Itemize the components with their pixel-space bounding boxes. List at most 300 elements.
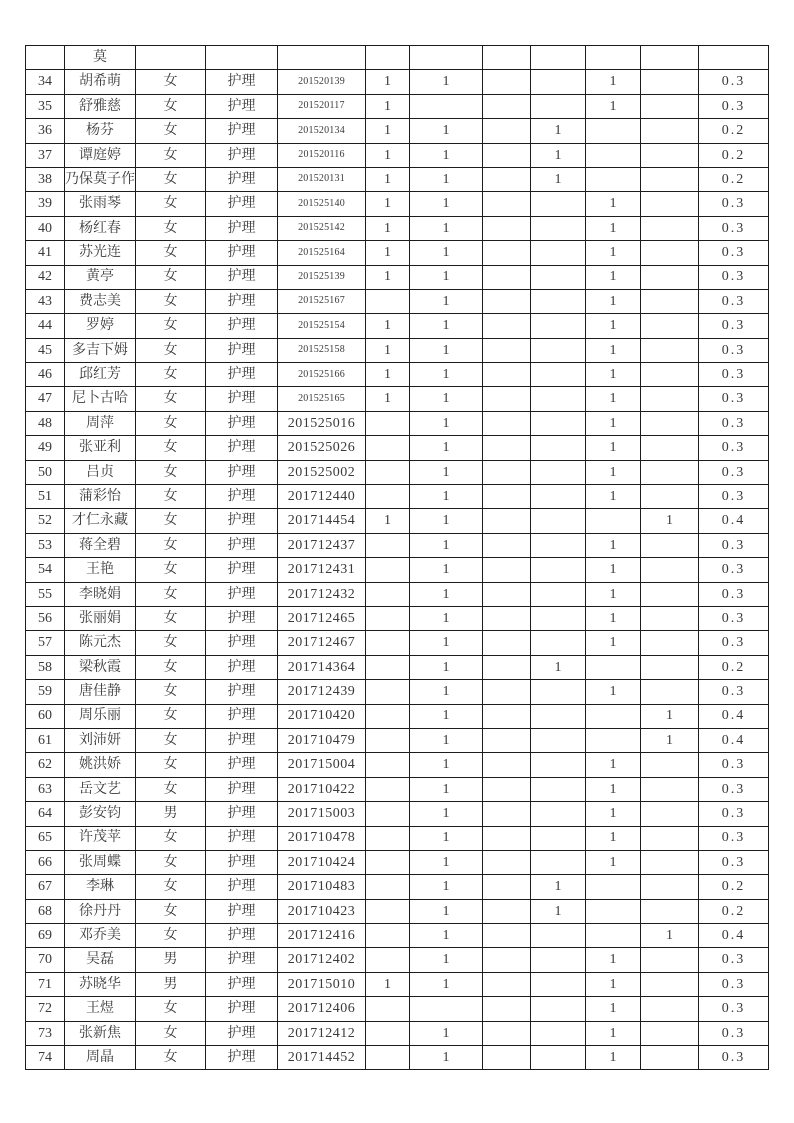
cell-v3 <box>483 533 531 557</box>
table-row <box>26 460 769 484</box>
cell-id: 201712406 <box>278 997 366 1021</box>
cell-v1: 1 <box>366 119 410 143</box>
cell-gender: 女 <box>136 680 206 704</box>
cell-name: 罗婷 <box>65 314 136 338</box>
cell-major: 护理 <box>206 655 278 679</box>
cell-v1 <box>366 704 410 728</box>
cell-score: 0.3 <box>699 241 769 265</box>
cell-v2: 1 <box>410 460 483 484</box>
cell-num: 37 <box>26 143 65 167</box>
cell-num: 44 <box>26 314 65 338</box>
cell-num: 39 <box>26 192 65 216</box>
table-row <box>26 924 769 948</box>
table-row <box>26 997 769 1021</box>
cell-major: 护理 <box>206 606 278 630</box>
table-row <box>26 70 769 94</box>
cell-v2: 1 <box>410 582 483 606</box>
cell-major: 护理 <box>206 728 278 752</box>
cell-num: 52 <box>26 509 65 533</box>
cell-v3 <box>483 924 531 948</box>
cell-v6 <box>641 241 699 265</box>
table-row <box>26 680 769 704</box>
cell-score: 0.3 <box>699 485 769 509</box>
cell-v2: 1 <box>410 1046 483 1070</box>
cell-v3 <box>483 997 531 1021</box>
cell-v4 <box>531 436 586 460</box>
cell-score: 0.3 <box>699 94 769 118</box>
cell-v3 <box>483 94 531 118</box>
cell-id: 201712432 <box>278 582 366 606</box>
cell-v2: 1 <box>410 167 483 191</box>
cell-name: 周晶 <box>65 1046 136 1070</box>
cell-v6 <box>641 265 699 289</box>
cell-major: 护理 <box>206 216 278 240</box>
table-row <box>26 509 769 533</box>
cell-v2: 1 <box>410 606 483 630</box>
cell-name: 蒋全碧 <box>65 533 136 557</box>
cell-major: 护理 <box>206 777 278 801</box>
cell-major: 护理 <box>206 1046 278 1070</box>
cell-v6 <box>641 802 699 826</box>
cell-v4 <box>531 509 586 533</box>
cell-v4 <box>531 265 586 289</box>
cell-gender: 女 <box>136 826 206 850</box>
cell-v3 <box>483 1046 531 1070</box>
cell-gender: 女 <box>136 338 206 362</box>
cell-v3 <box>483 680 531 704</box>
cell-gender: 女 <box>136 289 206 313</box>
cell-v4: 1 <box>531 143 586 167</box>
cell-name: 黄亭 <box>65 265 136 289</box>
cell-major: 护理 <box>206 582 278 606</box>
cell-score: 0.3 <box>699 582 769 606</box>
cell-name: 杨芬 <box>65 119 136 143</box>
cell-major: 护理 <box>206 802 278 826</box>
cell-score: 0.3 <box>699 70 769 94</box>
cell-v6: 1 <box>641 924 699 948</box>
cell-v2: 1 <box>410 265 483 289</box>
cell-v3 <box>483 606 531 630</box>
cell-score: 0.3 <box>699 314 769 338</box>
cell-name: 吴磊 <box>65 948 136 972</box>
cell-v6 <box>641 167 699 191</box>
cell-num: 73 <box>26 1021 65 1045</box>
cell-v4 <box>531 387 586 411</box>
cell-v1: 1 <box>366 70 410 94</box>
cell-num: 50 <box>26 460 65 484</box>
cell-score: 0.3 <box>699 850 769 874</box>
cell-num: 53 <box>26 533 65 557</box>
cell-v3 <box>483 143 531 167</box>
cell-gender: 女 <box>136 436 206 460</box>
cell-v2: 1 <box>410 948 483 972</box>
table-row <box>26 826 769 850</box>
cell-v3 <box>483 70 531 94</box>
cell-v5: 1 <box>586 411 641 435</box>
cell-v1 <box>366 899 410 923</box>
cell-major: 护理 <box>206 143 278 167</box>
cell-v1 <box>366 802 410 826</box>
cell-score: 0.3 <box>699 265 769 289</box>
table-row <box>26 850 769 874</box>
table-row <box>26 436 769 460</box>
cell-v3 <box>483 192 531 216</box>
cell-v3 <box>483 850 531 874</box>
cell-v5 <box>586 655 641 679</box>
cell-gender: 女 <box>136 509 206 533</box>
cell-v3 <box>483 1021 531 1045</box>
cell-name: 莫 <box>65 46 136 70</box>
cell-num: 38 <box>26 167 65 191</box>
cell-gender: 女 <box>136 192 206 216</box>
cell-name: 苏晓华 <box>65 972 136 996</box>
cell-v4 <box>531 997 586 1021</box>
cell-name: 杨红春 <box>65 216 136 240</box>
cell-v1 <box>366 997 410 1021</box>
cell-gender: 女 <box>136 582 206 606</box>
cell-id: 201712402 <box>278 948 366 972</box>
cell-id: 201520139 <box>278 70 366 94</box>
cell-num: 36 <box>26 119 65 143</box>
cell-v2: 1 <box>410 631 483 655</box>
cell-v5: 1 <box>586 631 641 655</box>
cell-num: 51 <box>26 485 65 509</box>
cell-v5 <box>586 924 641 948</box>
table-row <box>26 314 769 338</box>
cell-v2: 1 <box>410 338 483 362</box>
table-row <box>26 167 769 191</box>
cell-v3 <box>483 119 531 143</box>
cell-gender: 女 <box>136 265 206 289</box>
cell-v6 <box>641 460 699 484</box>
cell-v4 <box>531 460 586 484</box>
cell-score: 0.3 <box>699 1046 769 1070</box>
cell-v5: 1 <box>586 241 641 265</box>
cell-v1 <box>366 582 410 606</box>
cell-v5: 1 <box>586 436 641 460</box>
cell-v1: 1 <box>366 192 410 216</box>
cell-gender: 女 <box>136 363 206 387</box>
cell-gender: 女 <box>136 387 206 411</box>
cell-num: 57 <box>26 631 65 655</box>
cell-major: 护理 <box>206 948 278 972</box>
cell-gender: 女 <box>136 606 206 630</box>
cell-id: 201714364 <box>278 655 366 679</box>
cell-v3 <box>483 289 531 313</box>
cell-score: 0.3 <box>699 972 769 996</box>
cell-major: 护理 <box>206 997 278 1021</box>
cell-v1: 1 <box>366 143 410 167</box>
cell-v2: 1 <box>410 241 483 265</box>
cell-name: 乃保莫子作 <box>65 167 136 191</box>
cell-v1 <box>366 1021 410 1045</box>
cell-score: 0.3 <box>699 1021 769 1045</box>
cell-score: 0.3 <box>699 411 769 435</box>
cell-v2: 1 <box>410 704 483 728</box>
cell-name: 张周蝶 <box>65 850 136 874</box>
cell-num: 56 <box>26 606 65 630</box>
cell-v6 <box>641 826 699 850</box>
cell-v5: 1 <box>586 363 641 387</box>
cell-name: 陈元杰 <box>65 631 136 655</box>
cell-v3 <box>483 411 531 435</box>
cell-num: 45 <box>26 338 65 362</box>
cell-v2: 1 <box>410 1021 483 1045</box>
cell-id: 201712416 <box>278 924 366 948</box>
cell-v6 <box>641 1046 699 1070</box>
cell-v4 <box>531 314 586 338</box>
cell-v2: 1 <box>410 753 483 777</box>
cell-v1: 1 <box>366 167 410 191</box>
cell-v6 <box>641 558 699 582</box>
cell-v2: 1 <box>410 558 483 582</box>
cell-v4 <box>531 924 586 948</box>
cell-v5: 1 <box>586 216 641 240</box>
cell-gender: 女 <box>136 777 206 801</box>
cell-num: 74 <box>26 1046 65 1070</box>
cell-v4 <box>531 631 586 655</box>
cell-major: 护理 <box>206 119 278 143</box>
cell-v4 <box>531 192 586 216</box>
cell-gender: 女 <box>136 728 206 752</box>
cell-id: 201715010 <box>278 972 366 996</box>
cell-name: 唐佳静 <box>65 680 136 704</box>
cell-v5: 1 <box>586 460 641 484</box>
cell-v1 <box>366 606 410 630</box>
cell-v1: 1 <box>366 314 410 338</box>
cell-score: 0.2 <box>699 899 769 923</box>
cell-gender: 女 <box>136 314 206 338</box>
cell-name: 蒲彩怡 <box>65 485 136 509</box>
cell-v6 <box>641 411 699 435</box>
cell-v1 <box>366 46 410 70</box>
cell-v2 <box>410 997 483 1021</box>
cell-score: 0.2 <box>699 119 769 143</box>
cell-v4 <box>531 70 586 94</box>
cell-v3 <box>483 338 531 362</box>
cell-id: 201525165 <box>278 387 366 411</box>
table-row <box>26 704 769 728</box>
cell-v1: 1 <box>366 94 410 118</box>
cell-v5: 1 <box>586 1046 641 1070</box>
table-row <box>26 753 769 777</box>
cell-v6 <box>641 875 699 899</box>
cell-name: 张丽娟 <box>65 606 136 630</box>
cell-v2: 1 <box>410 680 483 704</box>
cell-v5: 1 <box>586 94 641 118</box>
cell-v6 <box>641 338 699 362</box>
cell-v5 <box>586 167 641 191</box>
cell-major: 护理 <box>206 338 278 362</box>
cell-gender: 女 <box>136 875 206 899</box>
cell-v2: 1 <box>410 485 483 509</box>
cell-num: 66 <box>26 850 65 874</box>
cell-v6 <box>641 216 699 240</box>
table-row <box>26 192 769 216</box>
cell-v1: 1 <box>366 216 410 240</box>
cell-gender: 女 <box>136 655 206 679</box>
cell-v5: 1 <box>586 558 641 582</box>
cell-gender: 女 <box>136 241 206 265</box>
cell-v6 <box>641 70 699 94</box>
cell-score: 0.3 <box>699 826 769 850</box>
cell-id: 201520116 <box>278 143 366 167</box>
cell-gender: 女 <box>136 94 206 118</box>
cell-score: 0.3 <box>699 363 769 387</box>
table-row <box>26 558 769 582</box>
cell-v3 <box>483 241 531 265</box>
cell-num: 65 <box>26 826 65 850</box>
cell-v1 <box>366 826 410 850</box>
cell-v1: 1 <box>366 387 410 411</box>
cell-name: 许茂苹 <box>65 826 136 850</box>
cell-v3 <box>483 460 531 484</box>
cell-num: 64 <box>26 802 65 826</box>
cell-gender: 女 <box>136 899 206 923</box>
cell-v2: 1 <box>410 363 483 387</box>
cell-id: 201525142 <box>278 216 366 240</box>
cell-name: 胡希萌 <box>65 70 136 94</box>
cell-id <box>278 46 366 70</box>
cell-num: 55 <box>26 582 65 606</box>
cell-score: 0.3 <box>699 289 769 313</box>
cell-v2: 1 <box>410 826 483 850</box>
cell-major: 护理 <box>206 436 278 460</box>
cell-v6 <box>641 94 699 118</box>
cell-v3 <box>483 46 531 70</box>
cell-name: 岳文艺 <box>65 777 136 801</box>
cell-v5: 1 <box>586 826 641 850</box>
cell-major: 护理 <box>206 314 278 338</box>
cell-v1 <box>366 777 410 801</box>
cell-num: 60 <box>26 704 65 728</box>
cell-v2: 1 <box>410 728 483 752</box>
cell-v5: 1 <box>586 606 641 630</box>
cell-num: 62 <box>26 753 65 777</box>
cell-v6 <box>641 948 699 972</box>
cell-gender: 女 <box>136 143 206 167</box>
cell-v6 <box>641 363 699 387</box>
cell-name: 周萍 <box>65 411 136 435</box>
cell-v1: 1 <box>366 338 410 362</box>
cell-name: 李晓娟 <box>65 582 136 606</box>
table-row <box>26 485 769 509</box>
cell-v3 <box>483 436 531 460</box>
cell-v2: 1 <box>410 289 483 313</box>
cell-v6 <box>641 119 699 143</box>
cell-v4 <box>531 94 586 118</box>
cell-v1: 1 <box>366 241 410 265</box>
cell-v1 <box>366 460 410 484</box>
cell-id: 201710420 <box>278 704 366 728</box>
cell-v4 <box>531 241 586 265</box>
cell-id: 201712440 <box>278 485 366 509</box>
cell-v5 <box>586 46 641 70</box>
cell-name: 舒雅慈 <box>65 94 136 118</box>
cell-v5: 1 <box>586 680 641 704</box>
cell-major: 护理 <box>206 875 278 899</box>
cell-id: 201714454 <box>278 509 366 533</box>
cell-name: 刘沛妍 <box>65 728 136 752</box>
cell-name: 苏光连 <box>65 241 136 265</box>
cell-v5: 1 <box>586 192 641 216</box>
cell-name: 谭庭婷 <box>65 143 136 167</box>
table-row <box>26 411 769 435</box>
cell-name: 周乐丽 <box>65 704 136 728</box>
cell-name: 尼卜古哈 <box>65 387 136 411</box>
cell-v6 <box>641 777 699 801</box>
cell-id: 201525167 <box>278 289 366 313</box>
cell-v1 <box>366 875 410 899</box>
table-row <box>26 119 769 143</box>
cell-v3 <box>483 826 531 850</box>
table-row <box>26 1046 769 1070</box>
cell-v3 <box>483 216 531 240</box>
cell-v2: 1 <box>410 777 483 801</box>
cell-v4 <box>531 558 586 582</box>
cell-v6 <box>641 1021 699 1045</box>
cell-v3 <box>483 899 531 923</box>
cell-v6 <box>641 899 699 923</box>
cell-v3 <box>483 363 531 387</box>
cell-v6 <box>641 436 699 460</box>
cell-v3 <box>483 655 531 679</box>
cell-v1 <box>366 631 410 655</box>
cell-v6: 1 <box>641 509 699 533</box>
cell-v6 <box>641 387 699 411</box>
cell-v3 <box>483 265 531 289</box>
cell-v4 <box>531 46 586 70</box>
cell-score: 0.3 <box>699 680 769 704</box>
cell-v5: 1 <box>586 314 641 338</box>
table-row <box>26 363 769 387</box>
cell-gender: 女 <box>136 704 206 728</box>
cell-major: 护理 <box>206 631 278 655</box>
table-row <box>26 948 769 972</box>
cell-major: 护理 <box>206 509 278 533</box>
cell-v4 <box>531 777 586 801</box>
cell-v4 <box>531 753 586 777</box>
cell-v2: 1 <box>410 192 483 216</box>
cell-v4 <box>531 533 586 557</box>
cell-v6: 1 <box>641 728 699 752</box>
cell-score: 0.3 <box>699 777 769 801</box>
cell-v4: 1 <box>531 655 586 679</box>
cell-score: 0.3 <box>699 948 769 972</box>
cell-v1: 1 <box>366 265 410 289</box>
cell-v3 <box>483 314 531 338</box>
cell-id: 201715003 <box>278 802 366 826</box>
cell-v4 <box>531 972 586 996</box>
cell-major <box>206 46 278 70</box>
cell-v5: 1 <box>586 485 641 509</box>
cell-num: 42 <box>26 265 65 289</box>
cell-name: 彭安钧 <box>65 802 136 826</box>
cell-num: 68 <box>26 899 65 923</box>
cell-v1 <box>366 436 410 460</box>
cell-v3 <box>483 558 531 582</box>
cell-v4 <box>531 1021 586 1045</box>
cell-v1 <box>366 1046 410 1070</box>
cell-num: 47 <box>26 387 65 411</box>
cell-score: 0.3 <box>699 753 769 777</box>
cell-score: 0.3 <box>699 387 769 411</box>
cell-id: 201710479 <box>278 728 366 752</box>
cell-major: 护理 <box>206 265 278 289</box>
cell-major: 护理 <box>206 680 278 704</box>
cell-major: 护理 <box>206 850 278 874</box>
cell-name: 邱红芳 <box>65 363 136 387</box>
